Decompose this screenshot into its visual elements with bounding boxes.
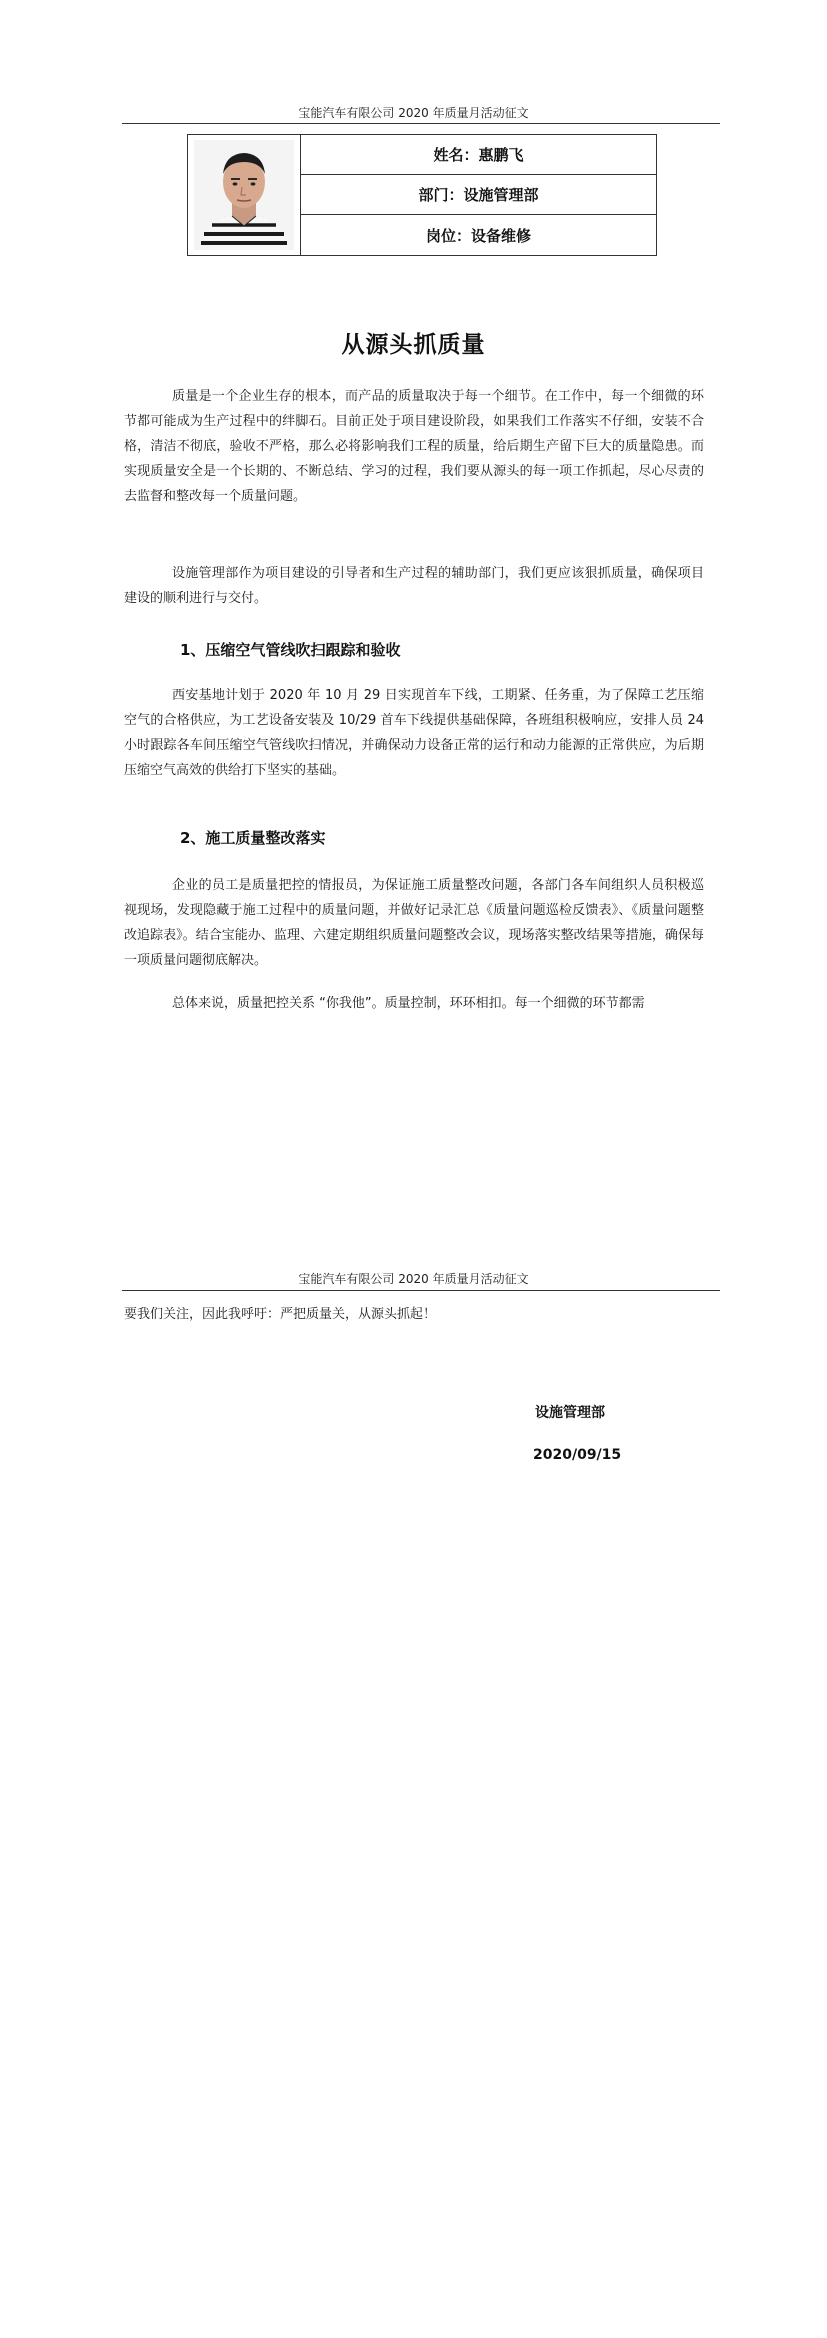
header-divider	[122, 123, 720, 124]
profile-table	[187, 134, 657, 256]
paragraph-4: 企业的员工是质量把控的情报员，为保证施工质量整改问题，各部门各车间组织人员积极巡视现场，发现隐藏于施工过程中的质量问题，并做好记录汇总《质量问题巡检反馈表》、《质量问题整改追踪表》。结合宝能办、监理、六建定期组织质量问题整改会议，现场落实整改结果等措施，确保每一项质量问题彻底解决。	[124, 878, 704, 968]
signature-date: 2020/09/15	[533, 1447, 622, 1463]
section-heading-1: 1、压缩空气管线吹扫跟踪和验收	[180, 641, 401, 659]
page-header: 宝能汽车有限公司 2020 年质量月活动征文	[298, 106, 529, 120]
person-portrait-icon	[194, 140, 294, 250]
paragraph-6: 要我们关注，因此我呼吁：严把质量关，从源头抓起！	[124, 1307, 437, 1322]
paragraph-3: 西安基地计划于 2020 年 10 月 29 日实现首车下线，工期紧、任务重，为了保障工艺压缩空气的合格供应，为工艺设备安装及 10/29 首车下线提供基础保障，各班组积极响应，安排人员 24 小时跟踪各车间压缩空气管线吹扫情况，并确保动力设备正常的运行和动力能源的正常供应，为后期压缩空气高效的供给打下坚实的基础。	[124, 688, 704, 778]
department-field: 部门：设施管理部	[301, 175, 656, 215]
paragraph-2: 设施管理部作为项目建设的引导者和生产过程的辅助部门，我们更应该狠抓质量，确保项目建设的顺利进行与交付。	[124, 566, 704, 606]
page-2	[0, 1270, 827, 2338]
page-header: 宝能汽车有限公司 2020 年质量月活动征文	[298, 1272, 529, 1286]
article-title: 从源头抓质量	[341, 332, 486, 358]
signature-department: 设施管理部	[535, 1405, 605, 1421]
section-heading-2: 2、施工质量整改落实	[180, 829, 326, 847]
header-divider	[122, 1290, 720, 1291]
paragraph-5: 总体来说，质量把控关系 “你我他”。质量控制，环环相扣。每一个细微的环节都需	[172, 996, 645, 1011]
name-field: 姓名：惠鹏飞	[301, 135, 656, 175]
paragraph-1: 质量是一个企业生存的根本，而产品的质量取决于每一个细节。在工作中，每一个细微的环节都可能成为生产过程中的绊脚石。目前正处于项目建设阶段，如果我们工作落实不仔细，安装不合格，清洁不彻底，验收不严格，那么必将影响我们工程的质量，给后期生产留下巨大的质量隐患。而实现质量安全是一个长期的、不断总结、学习的过程，我们要从源头的每一项工作抓起，尽心尽责的去监督和整改每一个质量问题。	[124, 389, 704, 504]
photo-cell	[188, 135, 301, 255]
position-field: 岗位：设备维修	[425, 226, 531, 245]
